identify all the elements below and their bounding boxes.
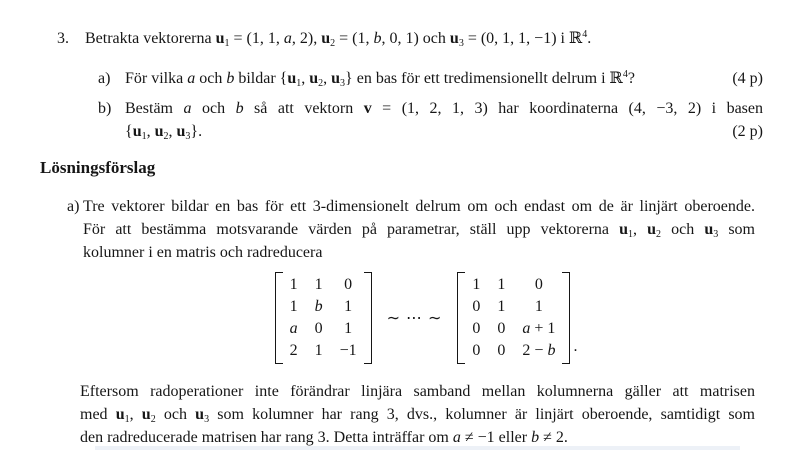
problem-item-b <box>98 97 763 143</box>
matrix-cell: 1 <box>472 276 481 293</box>
solution-heading: Lösningsförslag <box>40 158 156 177</box>
matrix-equation <box>26 271 800 365</box>
right-bracket <box>364 272 372 364</box>
matrix-cell: 0 <box>472 342 481 359</box>
left-bracket <box>457 272 465 364</box>
item-b-text-line2: {$u_1$, $u_2$, $u_3$}. <box>125 123 203 142</box>
item-b-label: b) <box>98 100 112 117</box>
row-equivalence-relation: ∼ ⋯ ∼ <box>386 310 443 327</box>
matrix-cell: 1 <box>497 276 506 293</box>
solution-paragraph-line: För att bestämma motsvarande värden på parametrar, ställ upp vektorerna $u_1$, $u_2$ och $u_3$ som <box>83 221 755 240</box>
problem-statement-row <box>57 27 763 50</box>
matrix-cell: −1 <box>339 342 357 359</box>
matrix-cell: 1 <box>344 320 353 337</box>
solution-item-a-paragraph <box>83 195 755 264</box>
item-a-label: a) <box>98 70 111 87</box>
matrix-cell: 1 <box>344 298 353 315</box>
matrix-cell: 2 <box>289 342 298 359</box>
matrix-cell: 0 <box>534 276 543 293</box>
matrix-cell: a <box>289 320 298 337</box>
item-a-text: För vilka a och b bildar {$u_1$, $u_2$, $u_3$} en bas för ett tredimensionellt delrum i ℝ$^4$? <box>125 69 635 89</box>
closing-paragraph <box>80 380 755 449</box>
matrix-cell: 1 <box>314 276 323 293</box>
problem-statement: Betrakta vektorerna $u_1 = (1$, 1, a, 2), $u_2 = (1$, b, 0, 1) och $u_3 = (0$, 1, 1, −1) i ℝ$^4$. <box>85 29 592 49</box>
solution-paragraph-line: Tre vektorer bildar en bas för ett 3-dimensionelt delrum om och endast om de är linjärt oberoende. <box>83 198 755 215</box>
item-a-points: (4 p) <box>732 70 763 87</box>
matrix-cell: 0 <box>472 298 481 315</box>
matrix-cell: 0 <box>472 320 481 337</box>
left-bracket <box>275 272 283 364</box>
matrix-cell: 1 <box>289 276 298 293</box>
matrix-cell: 0 <box>314 320 323 337</box>
matrix-cell: 1 <box>289 298 298 315</box>
equation-terminator: . <box>573 338 578 355</box>
solution-item-a-label: a) <box>67 198 80 215</box>
matrix-cell: 0 <box>497 320 506 337</box>
closing-paragraph-line: den radreducerade matrisen har rang 3. Detta inträffar om a ≠ −1 eller b ≠ 2. <box>80 429 568 446</box>
matrix-cell: 2 − b <box>522 342 556 359</box>
matrix-cell: b <box>314 298 323 315</box>
item-b-points: (2 p) <box>732 123 763 140</box>
problem-item-a <box>98 67 763 90</box>
solution-item-a <box>67 195 755 264</box>
matrix-cell: 0 <box>344 276 353 293</box>
matrix-cell: a + 1 <box>522 320 556 337</box>
solution-paragraph-line: kolumner i en matris och radreducera <box>83 244 323 261</box>
bottom-edge-bar <box>95 446 740 450</box>
matrix-right <box>457 271 570 365</box>
problem-number: 3. <box>57 30 69 47</box>
matrix-cell: 1 <box>314 342 323 359</box>
closing-paragraph-line: med $u_1$, $u_2$ och $u_3$ som kolumner har rang 3, dvs., kolumner är linjärt oberoende, samtidigt som <box>80 406 755 425</box>
matrix-cell: 0 <box>497 342 506 359</box>
matrix-left-body <box>283 271 364 365</box>
item-b-text-line1: Bestäm a och b så att vektorn v = (1, 2, 1, 3) har koordinaterna (4, −3, 2) i basen <box>125 100 763 117</box>
matrix-right-body <box>465 271 562 365</box>
matrix-left <box>275 271 372 365</box>
matrix-cell: 1 <box>534 298 543 315</box>
closing-paragraph-line: Eftersom radoperationer inte förändrar linjära samband mellan kolumnerna gäller att matrisen <box>80 383 755 400</box>
right-bracket <box>562 272 570 364</box>
matrix-cell: 1 <box>497 298 506 315</box>
